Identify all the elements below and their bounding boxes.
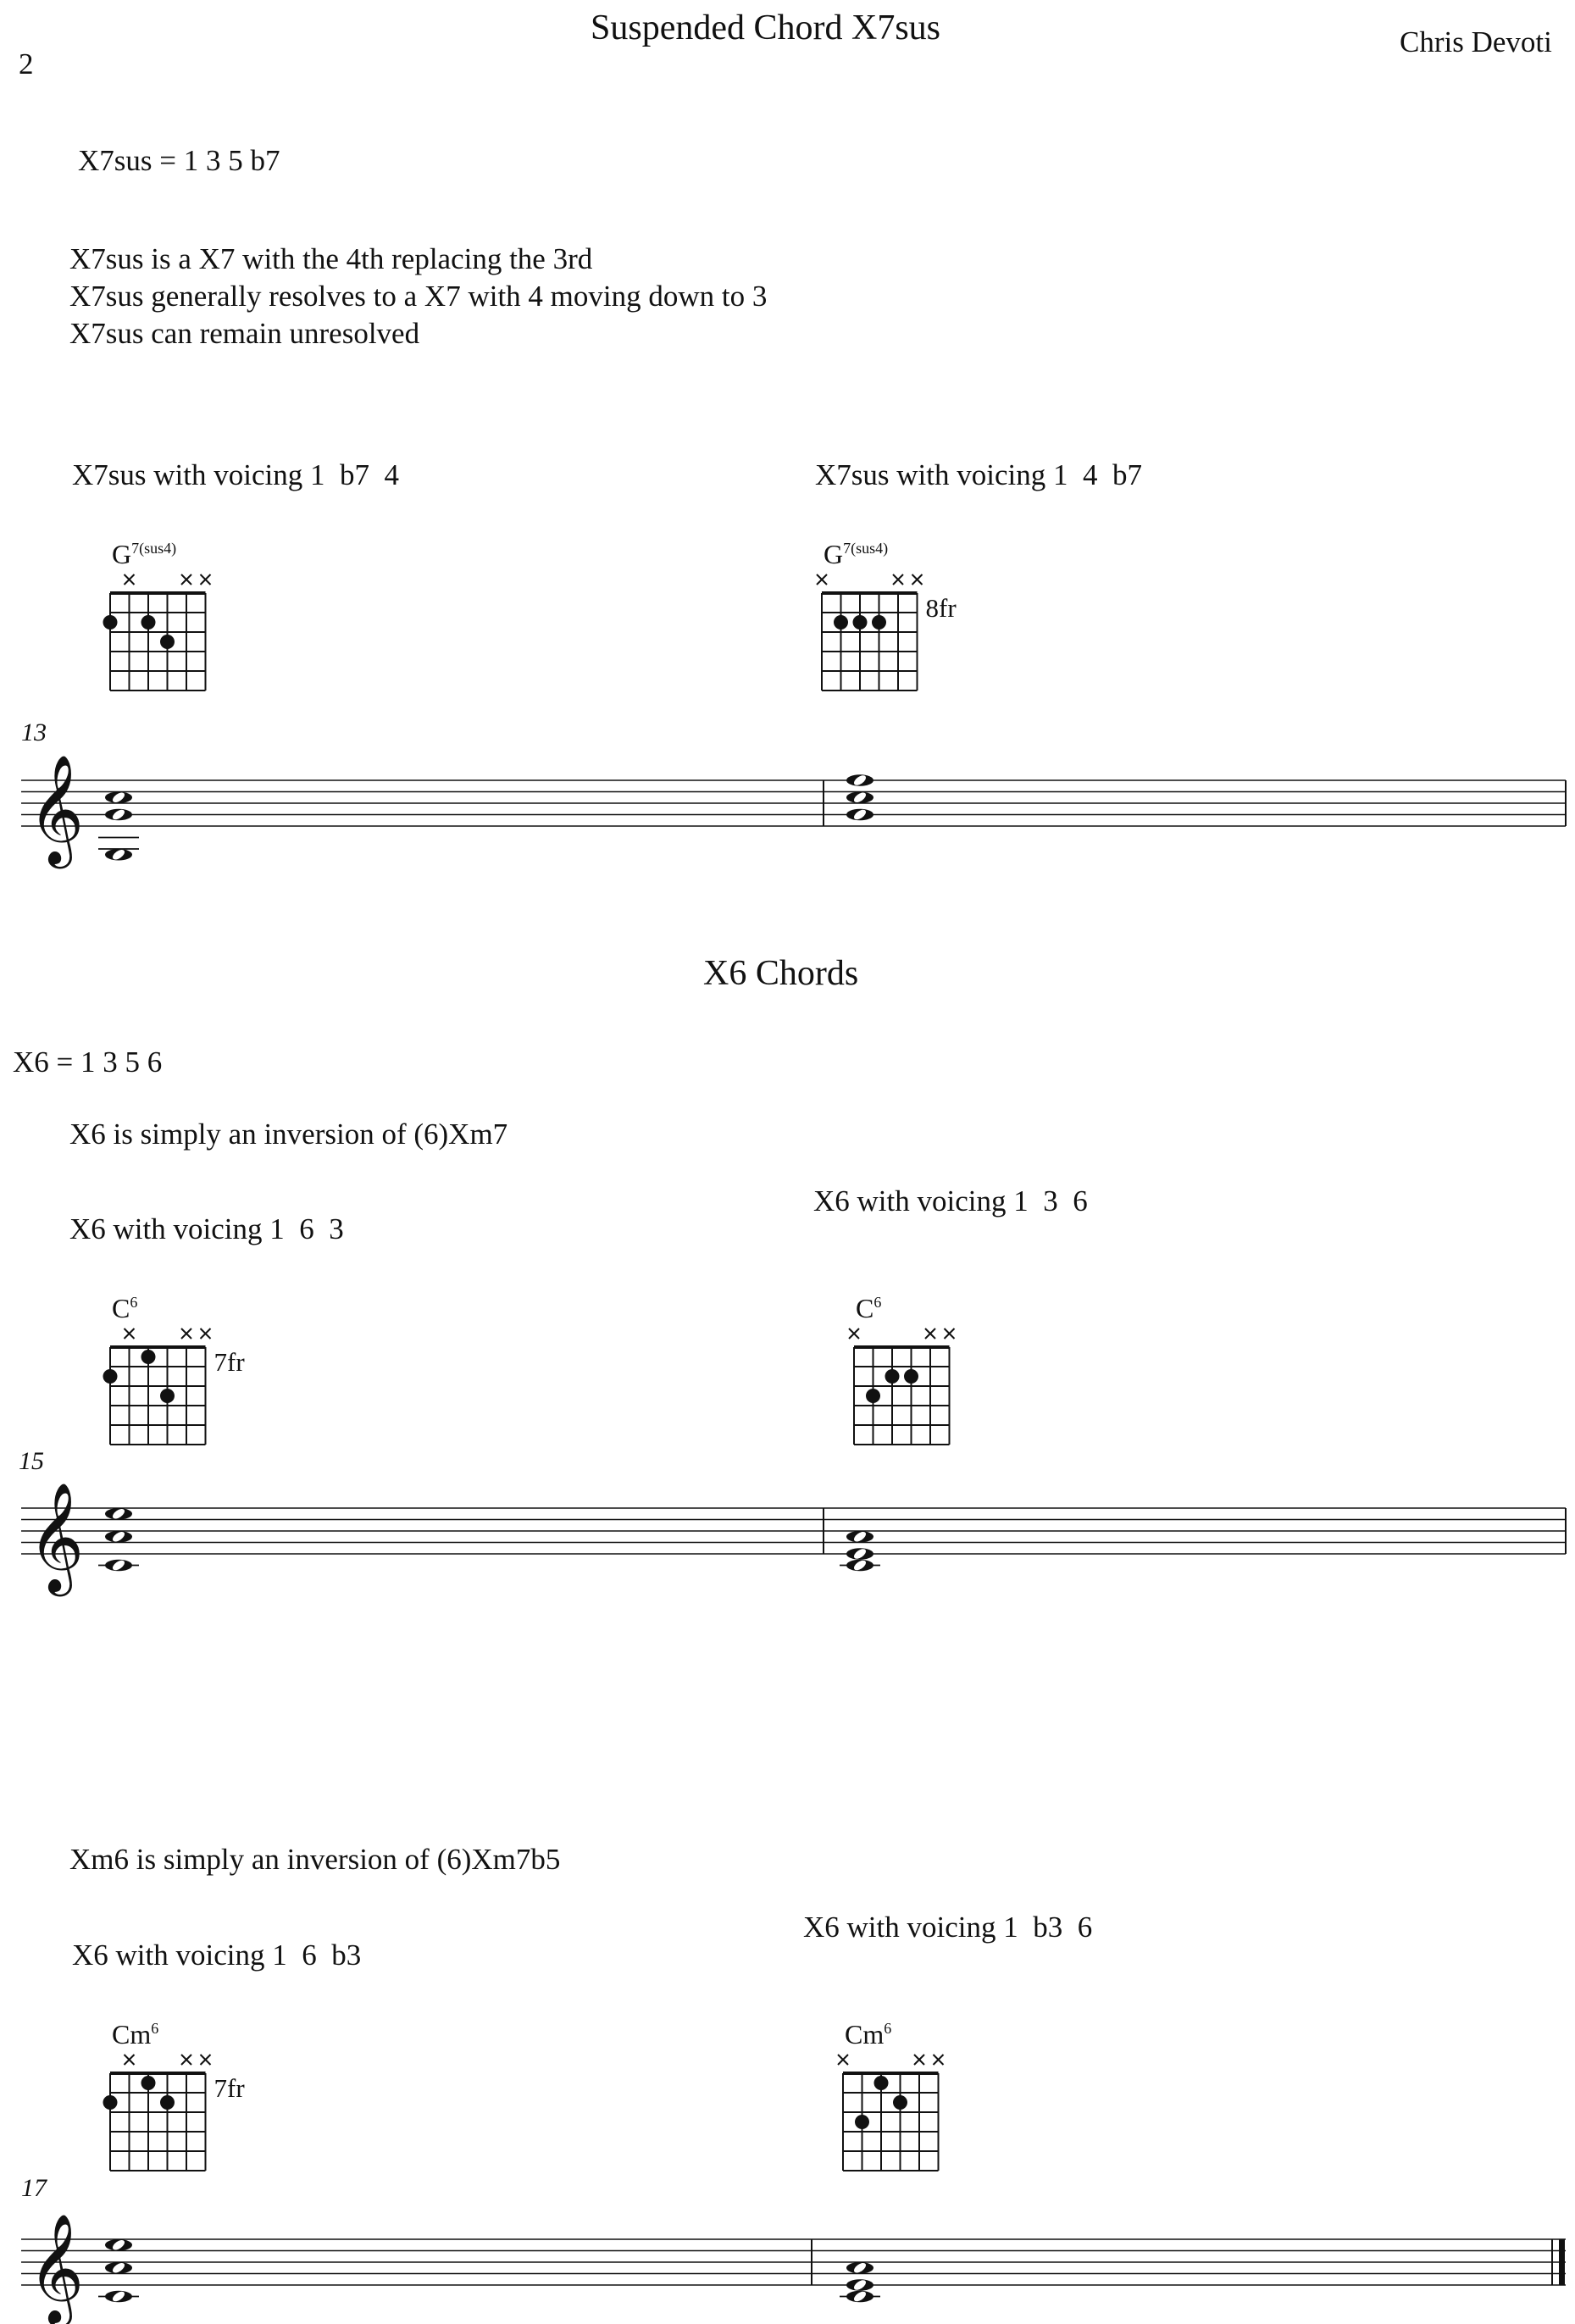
chord-superscript: 6: [130, 1294, 138, 1311]
whole-note: [846, 1530, 873, 1544]
chord-root: C: [856, 1293, 874, 1323]
chord-superscript: 7(sus4): [131, 540, 177, 557]
whole-note: [105, 1530, 132, 1544]
whole-note: [846, 807, 873, 821]
measure-number: 15: [19, 1447, 44, 1475]
x6-heading: X6 Chords: [703, 954, 859, 993]
whole-note: [105, 1507, 132, 1521]
whole-note: [105, 1558, 132, 1572]
sus-note-1: X7sus is a X7 with the 4th replacing the 3rd: [69, 242, 593, 275]
fret-label: 7fr: [214, 1347, 245, 1377]
whole-note: [846, 1558, 873, 1572]
x6-left-caption: X6 with voicing 1 6 3: [69, 1212, 344, 1245]
xm6-right-caption: X6 with voicing 1 b3 6: [803, 1911, 1093, 1944]
chord-superscript: 6: [873, 1294, 882, 1311]
treble-clef-icon: 𝄞: [28, 2213, 85, 2323]
sus-left-caption: X7sus with voicing 1 b7 4: [72, 458, 399, 491]
whole-note: [846, 774, 873, 787]
sus-formula: X7sus = 1 3 5 b7: [78, 144, 280, 177]
page-number: 2: [19, 47, 34, 80]
whole-note: [105, 2261, 132, 2275]
whole-note: [105, 2289, 132, 2303]
measure-number: 17: [21, 2174, 47, 2202]
chord-superscript: 6: [884, 2020, 892, 2037]
chord-root: Cm: [112, 2019, 152, 2049]
chord-root: G: [824, 539, 844, 569]
final-bar-line: [1559, 2239, 1565, 2285]
author-name: Chris Devoti: [1400, 25, 1552, 58]
xm6-note: Xm6 is simply an inversion of (6)Xm7b5: [69, 1843, 561, 1876]
fret-label: 7fr: [214, 2073, 245, 2103]
whole-note: [105, 807, 132, 821]
sus-right-caption: X7sus with voicing 1 4 b7: [815, 458, 1142, 491]
chord-root: Cm: [845, 2019, 885, 2049]
treble-clef-icon: 𝄞: [28, 754, 85, 864]
whole-note: [846, 2289, 873, 2303]
whole-note: [105, 848, 132, 862]
treble-clef-icon: 𝄞: [28, 1482, 85, 1592]
chord-root: C: [112, 1293, 130, 1323]
chord-superscript: 7(sus4): [843, 540, 889, 557]
x6-formula: X6 = 1 3 5 6: [13, 1046, 163, 1079]
chord-superscript: 6: [151, 2020, 159, 2037]
whole-note: [105, 2238, 132, 2252]
whole-note: [846, 2261, 873, 2275]
whole-note: [846, 790, 873, 804]
measure-number: 13: [21, 718, 47, 746]
sus-note-3: X7sus can remain unresolved: [69, 317, 420, 350]
page-title: Suspended Chord X7sus: [591, 8, 941, 47]
x6-right-caption: X6 with voicing 1 3 6: [813, 1184, 1088, 1217]
fret-label: 8fr: [925, 593, 957, 623]
xm6-left-caption: X6 with voicing 1 6 b3: [72, 1939, 362, 1972]
chord-root: G: [112, 539, 132, 569]
whole-note: [846, 2278, 873, 2292]
sus-note-2: X7sus generally resolves to a X7 with 4 moving down to 3: [69, 280, 768, 313]
whole-note: [846, 1547, 873, 1561]
whole-note: [105, 790, 132, 804]
x6-note: X6 is simply an inversion of (6)Xm7: [69, 1118, 508, 1151]
